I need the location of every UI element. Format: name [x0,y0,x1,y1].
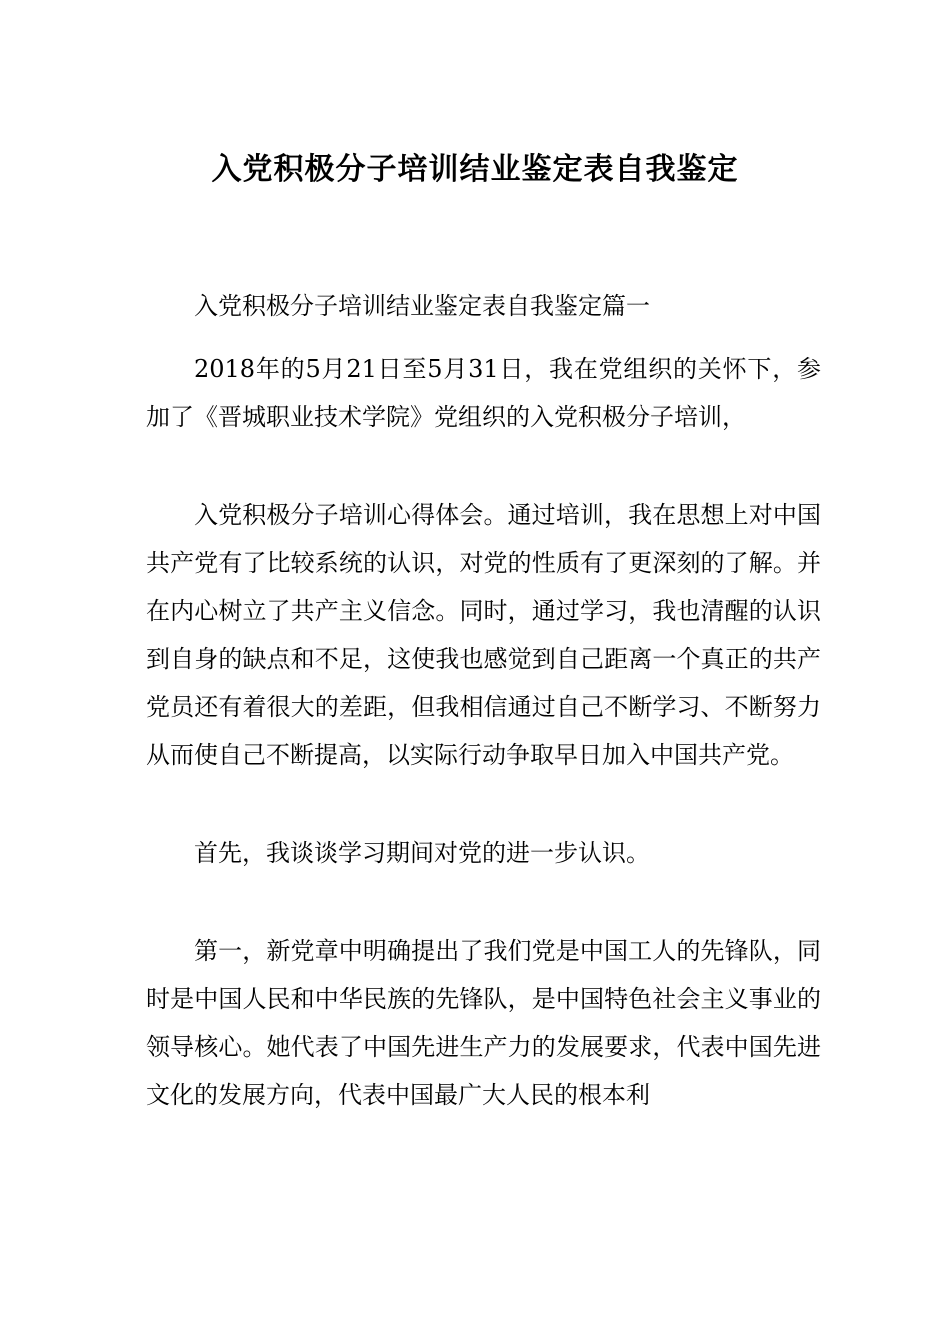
paragraph-section-heading: 入党积极分子培训结业鉴定表自我鉴定篇一 [194,292,650,320]
document-body [146,282,821,1119]
paragraph-training-dates: 2018年的5月21日至5月31日，我在党组织的关怀下，参加了《晋城职业技术学院》党组织的入党积极分子培训， [146,355,821,431]
paragraph-first-point-intro: 首先，我谈谈学习期间对党的进一步认识。 [194,839,650,867]
paragraph-training-experience: 入党积极分子培训心得体会。通过培训，我在思想上对中国共产党有了比较系统的认识，对党的性质有了更深刻的了解。并在内心树立了共产主义信念。同时，通过学习，我也清醒的认识到自身的缺点和不足，这使我也感觉到自己距离一个真正的共产党员还有着很大的差距，但我相信通过自己不断学习、不断努力从而使自己不断提高，以实际行动争取早日加入中国共产党。 [146,501,821,769]
paragraph-party-vanguard: 第一，新党章中明确提出了我们党是中国工人的先锋队，同时是中国人民和中华民族的先锋队，是中国特色社会主义事业的领导核心。她代表了中国先进生产力的发展要求，代表中国先进文化的发展方向，代表中国最广大人民的根本利 [146,937,821,1109]
document-title: 入党积极分子培训结业鉴定表自我鉴定 [211,152,739,188]
